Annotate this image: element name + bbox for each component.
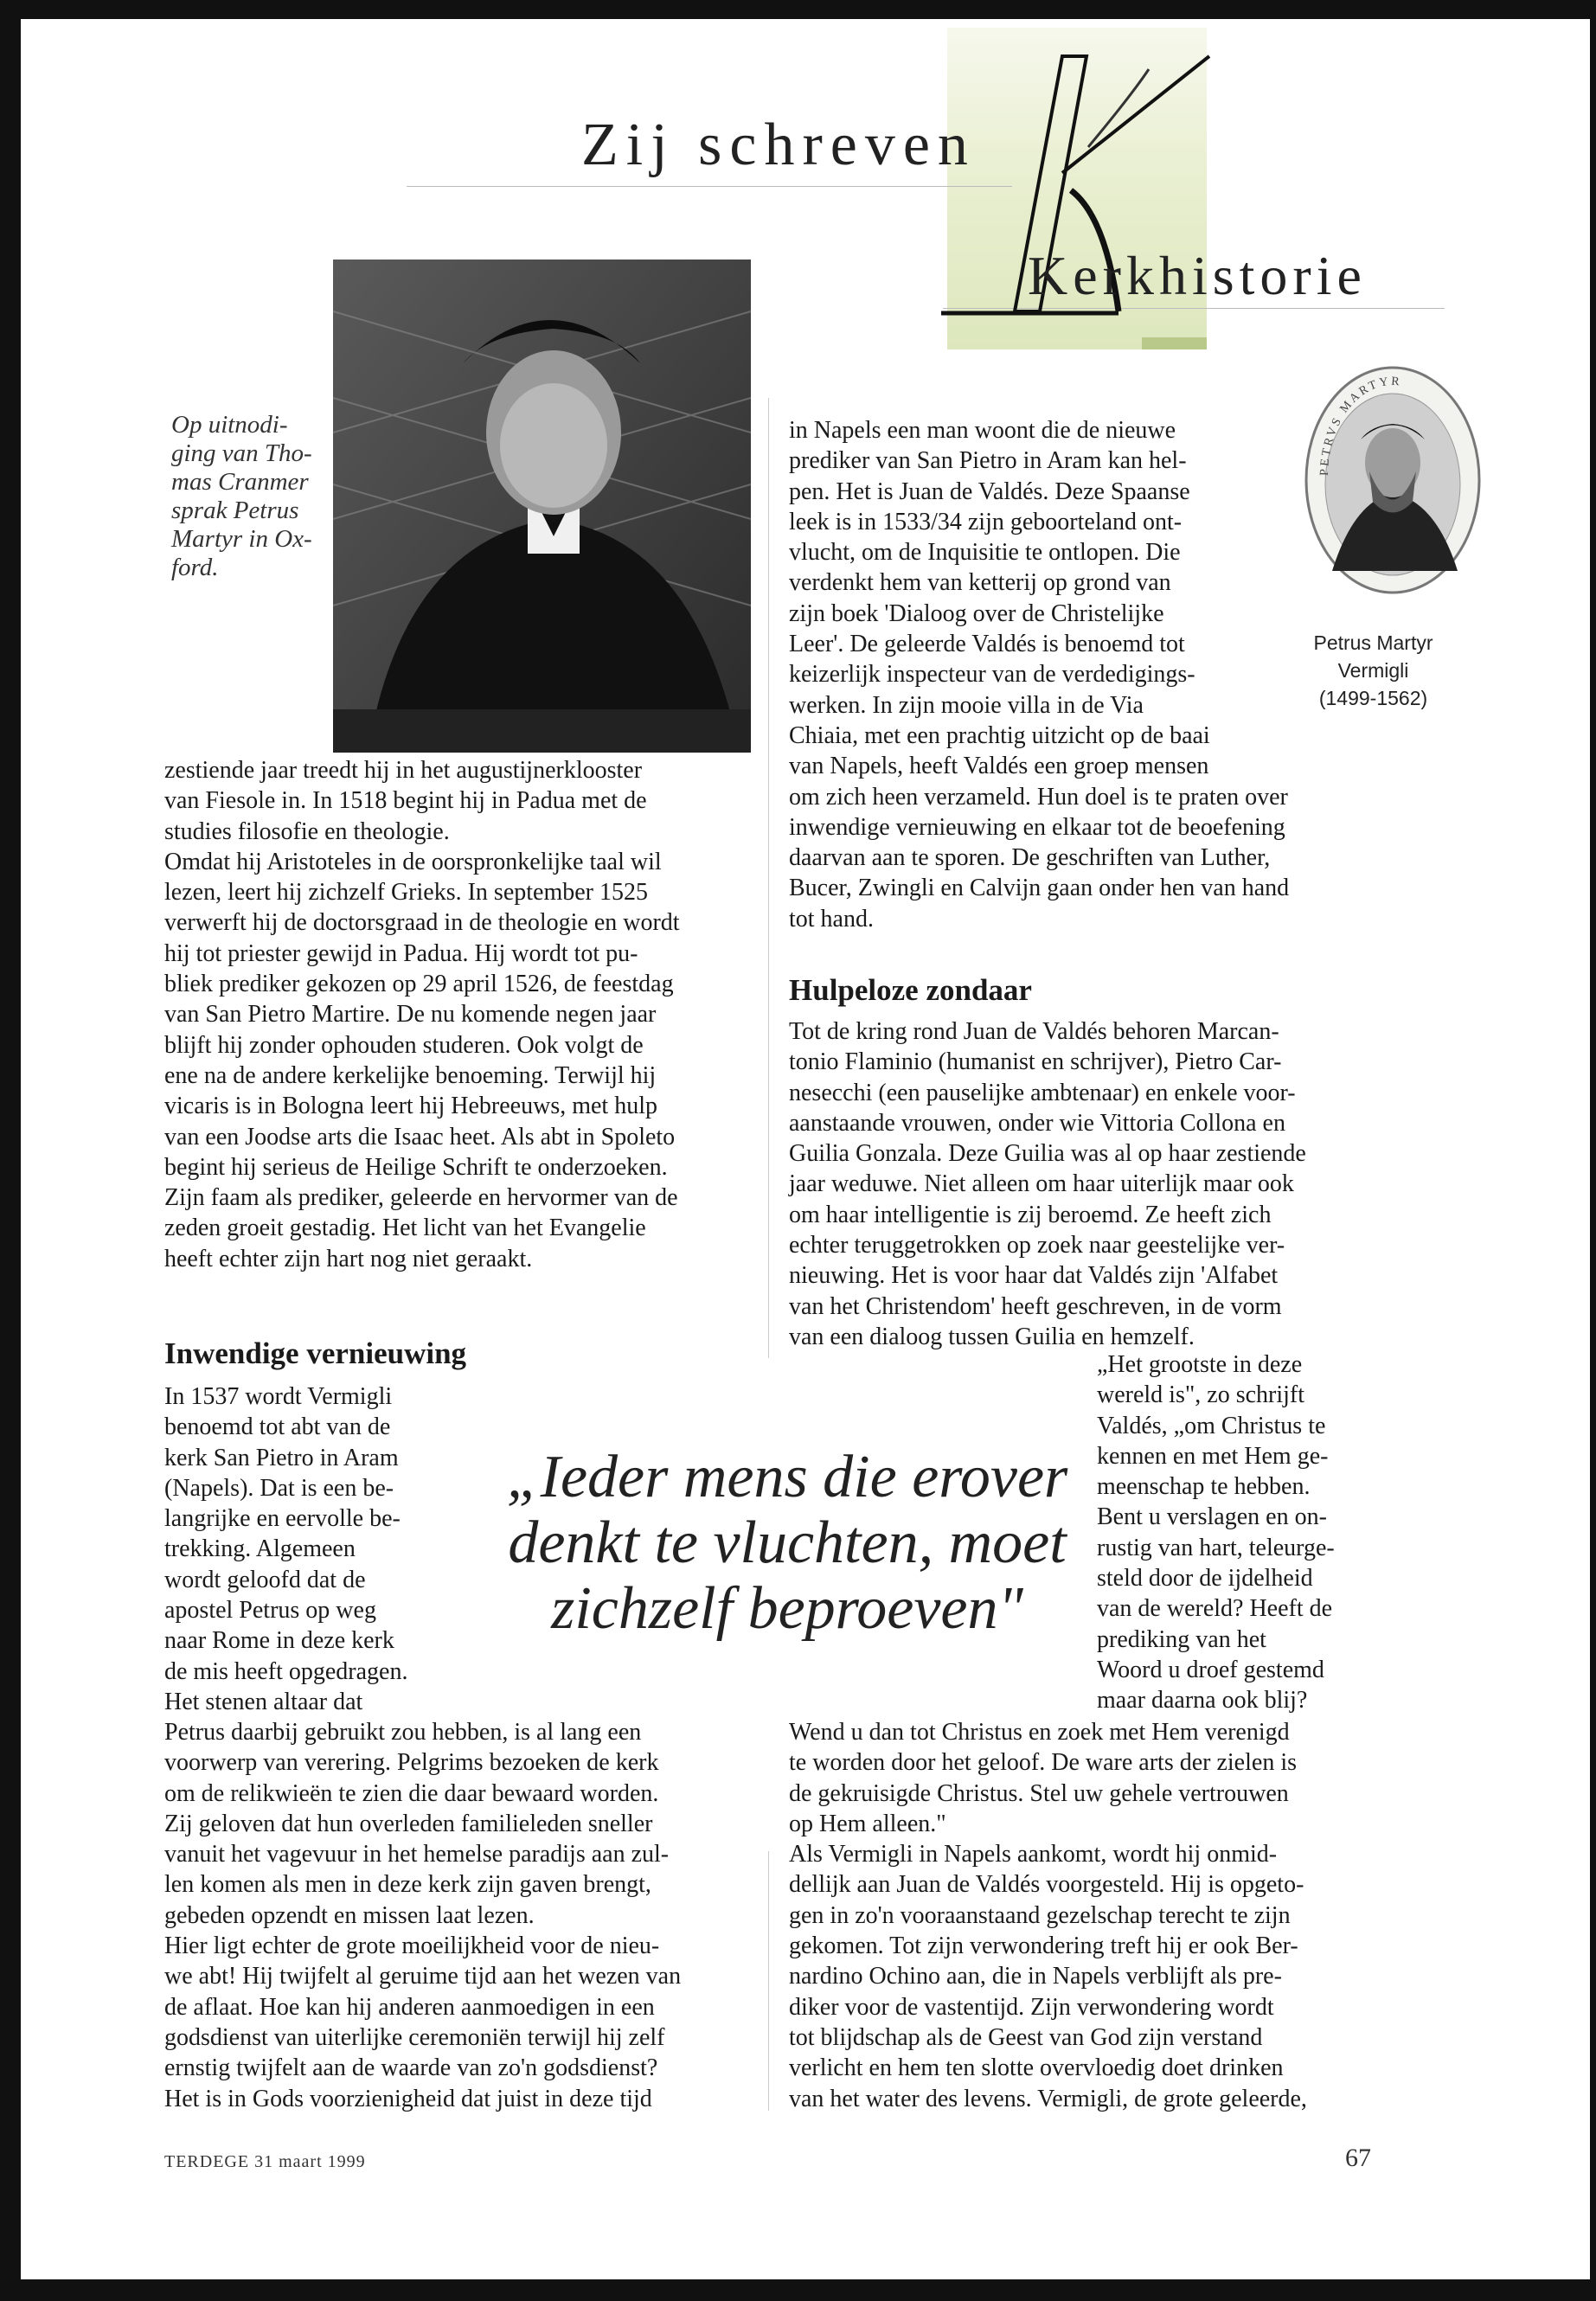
footer-page-number: 67 [1345, 2144, 1371, 2172]
pull-quote: „Ieder mens die erover denkt te vluchten, moet zichzelf beproeven" [506, 1444, 1068, 1642]
portrait-right-caption: Petrus Martyr Vermigli (1499-1562) [1313, 631, 1433, 709]
right-section-paragraph: Tot de kring rond Juan de Valdés behoren Marcan- tonio Flaminio (humanist en schrijver), Pietro Car- nesecchi (een pauselijke ambtenaar) en enkele voor- aanstaande vrouwen, onder wie Vittoria Collona en Guilia Gonzala. Deze Guilia was al op haar zestiende jaar weduwe. Niet alleen om haar uiterlijk maar ook om haar intelligentie is zij beroemd. Ze heeft zich echter teruggetrokken op zoek naar geestelijke ver- nieuwing. Het is voor haar dat Valdés zijn 'Alfabet van het Christendom' heeft geschreven, in de vorm van een dialoog tussen Guilia en hemzelf. [789, 1018, 1306, 1350]
right-intro-paragraph: in Napels een man woont die de nieuwe prediker van San Pietro in Aram kan hel- pen. Het is Juan de Valdés. Deze Spaanse leek is in 1533/34 zijn geboorteland ont- vlucht, om de Inquisitie te ontlopen. Die verdenkt hem van ketterij op grond van zijn boek 'Dialoog over de Christelijke Leer'. De geleerde Valdés is benoemd tot keizerlijk inspecteur van de verdedigings- werken. In zijn mooie villa in de Via Chiaia, met een prachtig uitzicht op de baai van Napels, heeft Valdés een groep mensen om zich heen verzameld. Hun doel is te praten over inwendige vernieuwing en elkaar tot de beoefening daarvan aan te sporen. De geschriften van Luther, Bucer, Zwingli en Calvijn gaan onder hen van hand tot hand. [789, 417, 1290, 933]
portrait-vermigli-medallion [1302, 363, 1484, 597]
header-rule-top [407, 186, 1012, 187]
header-accent-bar [1142, 337, 1207, 349]
portrait-cranmer-image [333, 260, 751, 753]
right-quote-narrow: „Het grootste in deze wereld is", zo schrijft Valdés, „om Christus te kennen en met Hem ge- meenschap te hebben. Bent u verslagen en on- rustig van hart, teleurge- steld door de ijdelheid van de wereld? Heeft de prediking van het Woord u droef gestemd maar daarna ook blij? [1097, 1351, 1335, 1715]
page-border-bottom [0, 2279, 1596, 2301]
header-title-line1: Zij schreven [581, 112, 976, 178]
heading-hulpeloze-zondaar: Hulpeloze zondaar [789, 973, 1032, 1007]
page-border-left [0, 0, 21, 2301]
page-border-top [0, 0, 1596, 19]
footer-publication: TERDEGE 31 maart 1999 [164, 2152, 366, 2171]
column-divider-top [768, 398, 769, 1358]
medallion-legend: PETRVS MARTYR [1317, 375, 1403, 477]
portrait-left-caption: Op uitnodi- ging van Tho- mas Cranmer sprak Petrus Martyr in Ox- ford. [171, 411, 312, 581]
column-divider-bottom [768, 1851, 769, 2111]
left-section-wide: Petrus daarbij gebruikt zou hebben, is al lang een voorwerp van verering. Pelgrims bezoeken de kerk om de relikwieën te zien die daar bewaard worden. Zij geloven dat hun overleden familieleden sneller vanuit het vagevuur in het hemelse paradijs aan zul- len komen als men in deze kerk zijn gaven brengt, gebeden opzendt en missen laat lezen. Hier ligt echter de grote moeilijkheid voor de nieu- we abt! Hij twijfelt al geruime tijd aan het wezen van de aflaat. Hoe kan hij anderen aanmoedigen in een godsdienst van uiterlijke ceremoniën terwijl hij zelf ernstig twijfelt aan de waarde van zo'n godsdienst? Het is in Gods voorzienigheid dat juist in deze tijd [164, 1719, 682, 2112]
left-section-narrow: In 1537 wordt Vermigli benoemd tot abt van de kerk San Pietro in Aram (Napels). Dat is een be- langrijke en eervolle be- trekking. Algemeen wordt geloofd dat de apostel Petrus op weg naar Rome in deze kerk de mis heeft opgedragen. Het stenen altaar dat [164, 1383, 408, 1715]
right-closing-paragraph: Wend u dan tot Christus en zoek met Hem verenigd te worden door het geloof. De ware arts der zielen is de gekruisigde Christus. Stel uw gehele vertrouwen op Hem alleen." Als Vermigli in Napels aankomt, wordt hij onmid- dellijk aan Juan de Valdés voorgesteld. Hij is opgeto- gen in zo'n vooraanstaand gezelschap terecht te zijn gekomen. Tot zijn verwondering treft hij er ook Ber- nardino Ochino aan, die in Napels verblijft als pre- diker voor de vastentijd. Zijn verwondering wordt tot blijdschap als de Geest van God zijn verstand verlicht en hem ten slotte overvloedig doet drinken van het water des levens. Vermigli, de grote geleerde, [789, 1719, 1307, 2112]
left-intro-paragraph: zestiende jaar treedt hij in het augustijnerklooster van Fiesole in. In 1518 begint hij in Padua met de studies filosofie en theologie. Omdat hij Aristoteles in de oorspronkelijke taal wil lezen, leert hij zichzelf Grieks. In september 1525 verwerft hij de doctorsgraad in de theologie en wordt hij tot priester gewijd in Padua. Hij wordt tot pu- bliek prediker gekozen op 29 april 1526, de feestdag van San Pietro Martire. De nu komende negen jaar blijft hij zonder ophouden studeren. Ook volgt de ene na de andere kerkelijke benoeming. Terwijl hij vicaris is in Bologna leert hij Hebreeuws, met hulp van een Joodse arts die Isaac heet. Als abt in Spoleto begint hij serieus de Heilige Schrift te onderzoeken. Zijn faam als prediker, geleerde en hervormer van de zeden groeit gestadig. Het licht van het Evangelie heeft echter zijn hart nog niet geraakt. [164, 757, 680, 1272]
header-title-line2: Kerkhistorie [1028, 245, 1367, 306]
page-border-right [1590, 0, 1596, 2301]
heading-inwendige-vernieuwing: Inwendige vernieuwing [164, 1336, 467, 1370]
